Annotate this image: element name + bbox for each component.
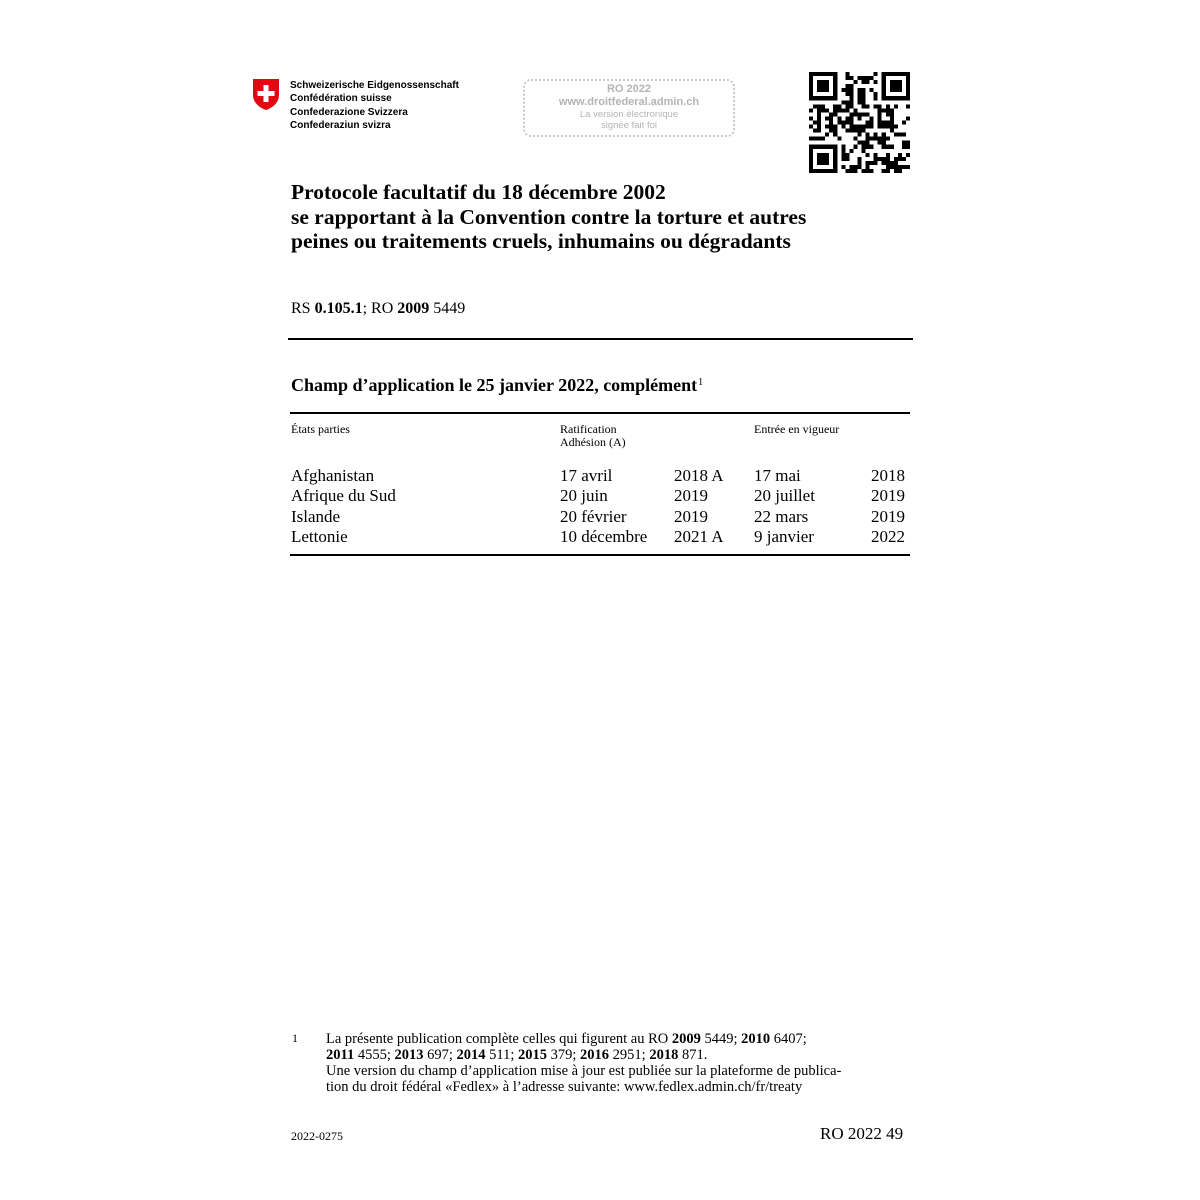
- rs-label: RS: [291, 300, 315, 317]
- cell-ratif-year: 2021 A: [674, 526, 724, 546]
- cell-entry-date: 22 mars: [754, 506, 809, 526]
- ref-year: 2018: [649, 1047, 679, 1063]
- cell-entry-year: 2022: [871, 526, 905, 546]
- footnote-line-4: tion du droit fédéral «Fedlex» à l’adresse suivante: www.fedlex.admin.ch/fr/treaty: [326, 1079, 803, 1095]
- column-header-ratification: [560, 423, 626, 449]
- cell-state: Islande: [291, 506, 341, 526]
- title-line-2: se rapportant à la Convention contre la torture et autres: [291, 204, 807, 229]
- cell-state: Lettonie: [291, 526, 348, 546]
- page-reference: RO 2022 49: [820, 1124, 904, 1143]
- confederation-names: [290, 79, 459, 133]
- footnote-line-1: [326, 1031, 906, 1047]
- table-row: [291, 527, 908, 547]
- stamp-line-4: signée fait foi: [601, 120, 657, 131]
- section-heading: [291, 375, 703, 396]
- ro-label: ; RO: [362, 300, 398, 317]
- column-header-ratification-line2: Adhésion (A): [560, 435, 626, 449]
- footnote-number: 1: [292, 1031, 298, 1045]
- table-row: [291, 486, 908, 506]
- column-header-states: États parties: [291, 422, 350, 436]
- ref-page: 2951;: [609, 1047, 650, 1063]
- ref-page: 5449;: [700, 1031, 742, 1047]
- cell-entry-date: 9 janvier: [754, 526, 814, 546]
- table-body: [291, 466, 908, 547]
- footnote-marker: 1: [698, 377, 704, 388]
- column-header-ratification-line1: Ratification: [560, 422, 617, 436]
- table-bottom-rule: [290, 554, 910, 556]
- cell-entry-year: 2018: [871, 466, 905, 485]
- cell-entry-year: 2019: [871, 506, 905, 526]
- ref-year: 2016: [580, 1047, 610, 1063]
- swiss-cross-shield-icon: [251, 78, 281, 111]
- ref-year: 2011: [326, 1047, 355, 1063]
- cell-ratif-year: 2019: [674, 486, 708, 506]
- cell-ratif-date: 17 avril: [560, 466, 613, 485]
- ref-year: 2009: [671, 1031, 701, 1047]
- qr-code-icon: [809, 72, 910, 173]
- ref-year: 2013: [394, 1047, 424, 1063]
- stamp-line-2: www.droitfederal.admin.ch: [558, 96, 700, 108]
- table-row: [291, 466, 908, 486]
- cell-ratif-date: 20 février: [560, 506, 627, 526]
- cell-ratif-date: 20 juin: [560, 486, 608, 506]
- cell-ratif-year: 2018 A: [674, 466, 724, 485]
- footnote-line-3: Une version du champ d’application mise à jour est publiée sur la plateforme de publica-: [326, 1063, 842, 1079]
- ref-page: 697;: [423, 1047, 457, 1063]
- footnote-intro: La présente publication complète celles qui figurent au RO: [326, 1031, 672, 1047]
- rs-number: 0.105.1: [314, 300, 363, 317]
- footnote-text: [326, 1031, 906, 1095]
- divider: [288, 338, 913, 340]
- ref-page: 379;: [547, 1047, 581, 1063]
- column-header-entry: Entrée en vigueur: [754, 422, 840, 436]
- document-title: [291, 180, 806, 254]
- cell-state: Afghanistan: [291, 466, 375, 485]
- ref-year: 2010: [741, 1031, 771, 1047]
- ref-page: 6407;: [770, 1031, 807, 1047]
- table-row: [291, 507, 908, 527]
- cell-state: Afrique du Sud: [291, 486, 396, 506]
- stamp-line-3: La version électronique: [579, 109, 679, 120]
- cell-ratif-year: 2019: [674, 506, 708, 526]
- ref-page: 511;: [485, 1047, 519, 1063]
- table-top-rule: [290, 412, 910, 414]
- ref-page: 871.: [678, 1047, 708, 1063]
- electronic-version-stamp: [523, 79, 735, 137]
- confed-name-rm: Confederaziun svizra: [290, 120, 391, 132]
- confed-name-fr: Confédération suisse: [290, 93, 392, 105]
- ref-year: 2014: [456, 1047, 486, 1063]
- document-code: 2022-0275: [291, 1129, 343, 1143]
- confed-name-de: Schweizerische Eidgenossenschaft: [290, 80, 459, 91]
- rs-reference: [291, 300, 465, 318]
- cell-entry-year: 2019: [871, 486, 905, 506]
- ro-year: 2009: [397, 300, 430, 317]
- ro-page: 5449: [429, 300, 466, 317]
- cell-entry-date: 17 mai: [754, 466, 801, 485]
- ref-year: 2015: [518, 1047, 548, 1063]
- stamp-line-1: RO 2022: [606, 83, 652, 95]
- footnote-line-2: [326, 1047, 906, 1063]
- confed-name-it: Confederazione Svizzera: [290, 106, 408, 118]
- title-line-1: Protocole facultatif du 18 décembre 2002: [291, 180, 666, 204]
- section-heading-text: Champ d’application le 25 janvier 2022, complément: [291, 375, 698, 395]
- ref-page: 4555;: [354, 1047, 395, 1063]
- cell-entry-date: 20 juillet: [754, 486, 815, 506]
- title-line-3: peines ou traitements cruels, inhumains ou dégradants: [291, 229, 791, 253]
- cell-ratif-date: 10 décembre: [560, 526, 648, 546]
